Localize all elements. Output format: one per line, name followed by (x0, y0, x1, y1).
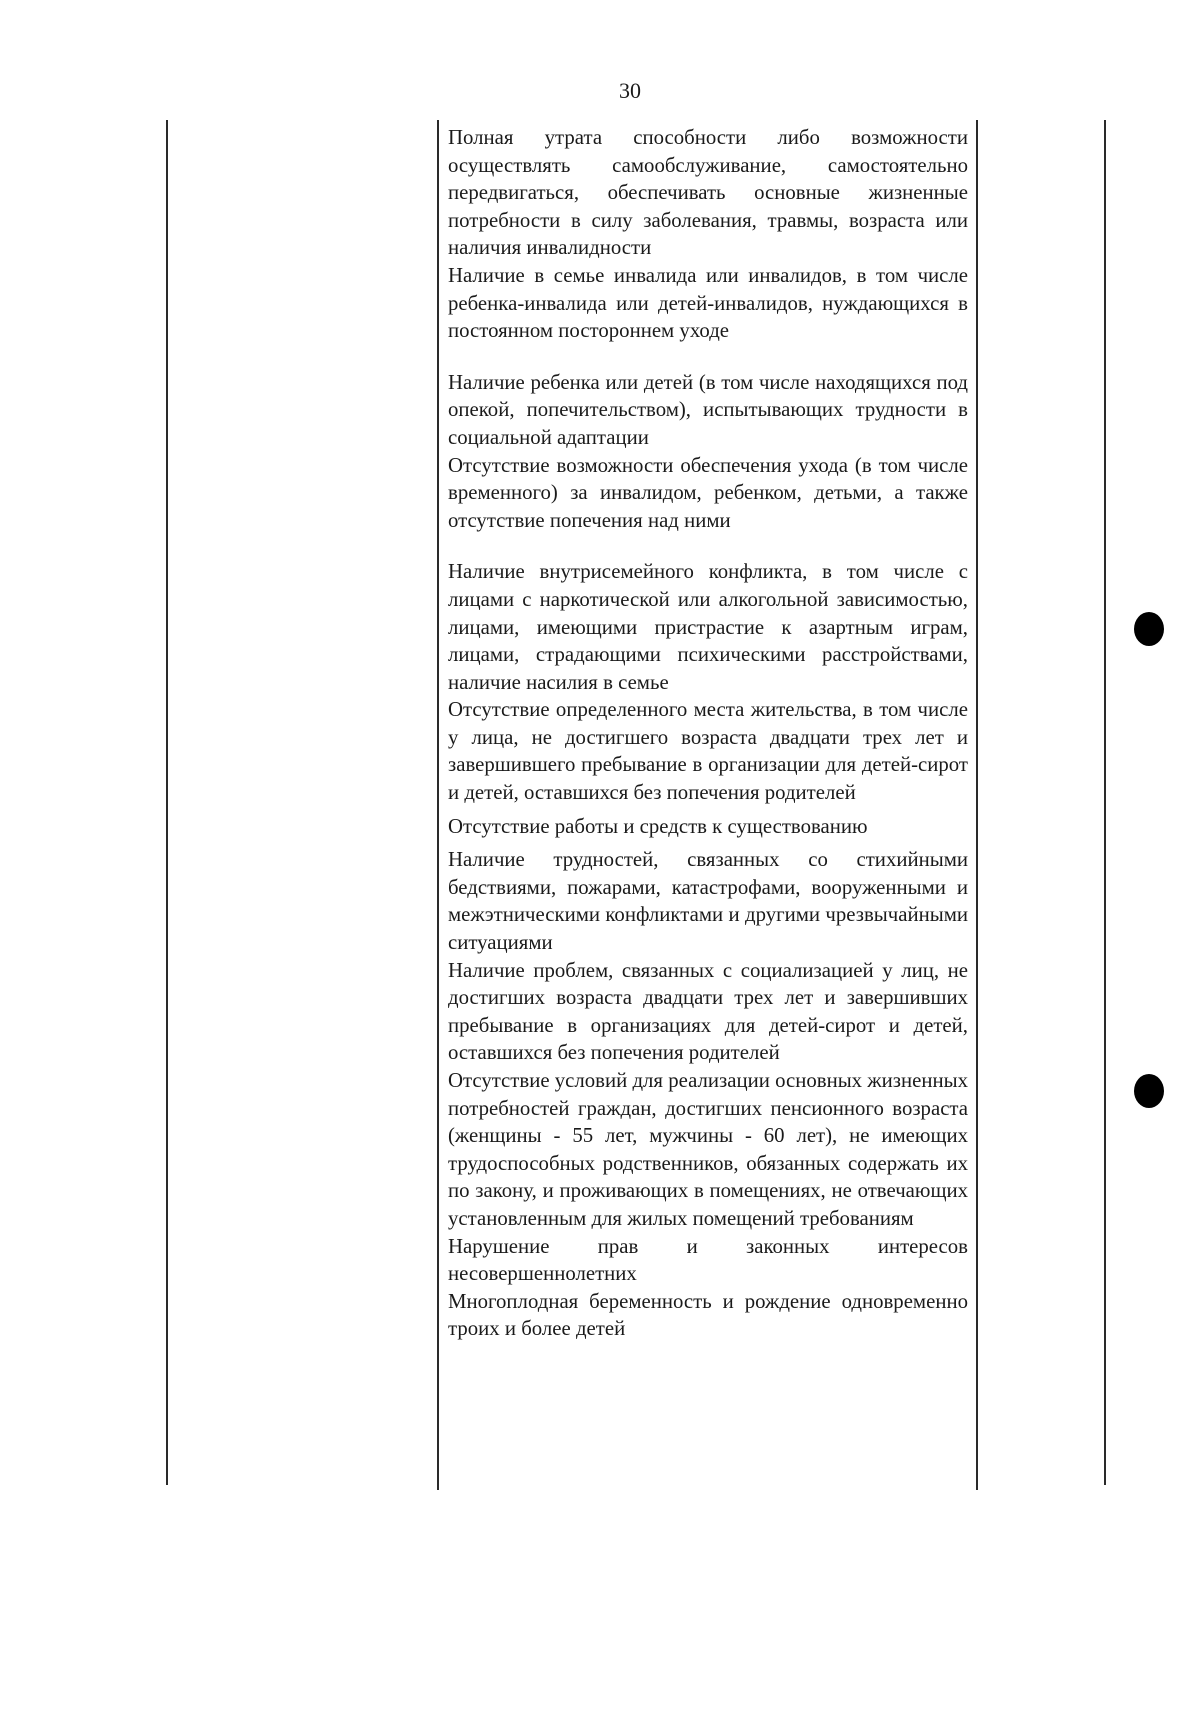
entry-socialization-problems: Наличие проблем, связанных с социализацией у лиц, не достигших возраста двадцати трех лет и завершивших пребывание в организациях для детей-сирот и детей, оставшихся без попечения родителей (448, 958, 968, 1065)
table-border-inner-left (437, 120, 439, 1490)
page-number: 30 (619, 78, 641, 103)
entry-disabled-family-member: Наличие в семье инвалида или инвалидов, в том числе ребенка-инвалида или детей-инвалидов, нуждающихся в постоянном постороннем уходе (448, 263, 968, 343)
table-border-outer-right (1104, 120, 1106, 1485)
table-border-outer-left (166, 120, 168, 1485)
circumstances-column (448, 124, 968, 1343)
entry-no-fixed-residence: Отсутствие определенного места жительства, в том числе у лица, не достигшего возраста двадцати трех лет и завершившего пребывание в организации для детей-сирот и детей, оставшихся без попечения родителей (448, 698, 968, 805)
entry-pensioners-living-conditions: Отсутствие условий для реализации основных жизненных потребностей граждан, достигших пенсионного возраста (женщины - 55 лет, мужчины - 60 лет), не имеющих трудоспособных родственников, обязанных содержать их по закону, и проживающих в помещениях, не отвечающих установленным для жилых помещений требованиям (448, 1069, 968, 1230)
entry-loss-of-self-care: Полная утрата способности либо возможности осуществлять самообслуживание, самостоятельно передвигаться, обеспечивать основные жизненные потребности в силу заболевания, травмы, возраста или наличия инвалидности (448, 126, 968, 260)
entry-disasters-and-conflicts: Наличие трудностей, связанных со стихийными бедствиями, пожарами, катастрофами, вооруженными и межэтническими конфликтами и другими чрезвычайными ситуациями (448, 848, 968, 955)
hole-punch-mark (1134, 1074, 1164, 1108)
entry-no-work-or-means: Отсутствие работы и средств к существованию (448, 814, 868, 838)
entry-minors-rights-violation: Нарушение прав и законных интересов несовершеннолетних (448, 1234, 968, 1286)
entry-multiple-pregnancy: Многоплодная беременность и рождение одновременно троих и более детей (448, 1289, 968, 1341)
hole-punch-mark (1134, 612, 1164, 646)
table-border-inner-right (976, 120, 978, 1490)
entry-no-care-possibility: Отсутствие возможности обеспечения ухода (в том числе временного) за инвалидом, ребенком, детьми, а также отсутствие попечения над ними (448, 453, 968, 532)
entry-child-social-adaptation: Наличие ребенка или детей (в том числе находящихся под опекой, попечительством), испытывающих трудности в социальной адаптации (448, 370, 968, 449)
entry-family-conflict: Наличие внутрисемейного конфликта, в том числе с лицами с наркотической или алкогольной зависимостью, лицами, имеющими пристрастие к азартным играм, лицами, страдающими психическими расстройствами, наличие насилия в семье (448, 560, 968, 694)
